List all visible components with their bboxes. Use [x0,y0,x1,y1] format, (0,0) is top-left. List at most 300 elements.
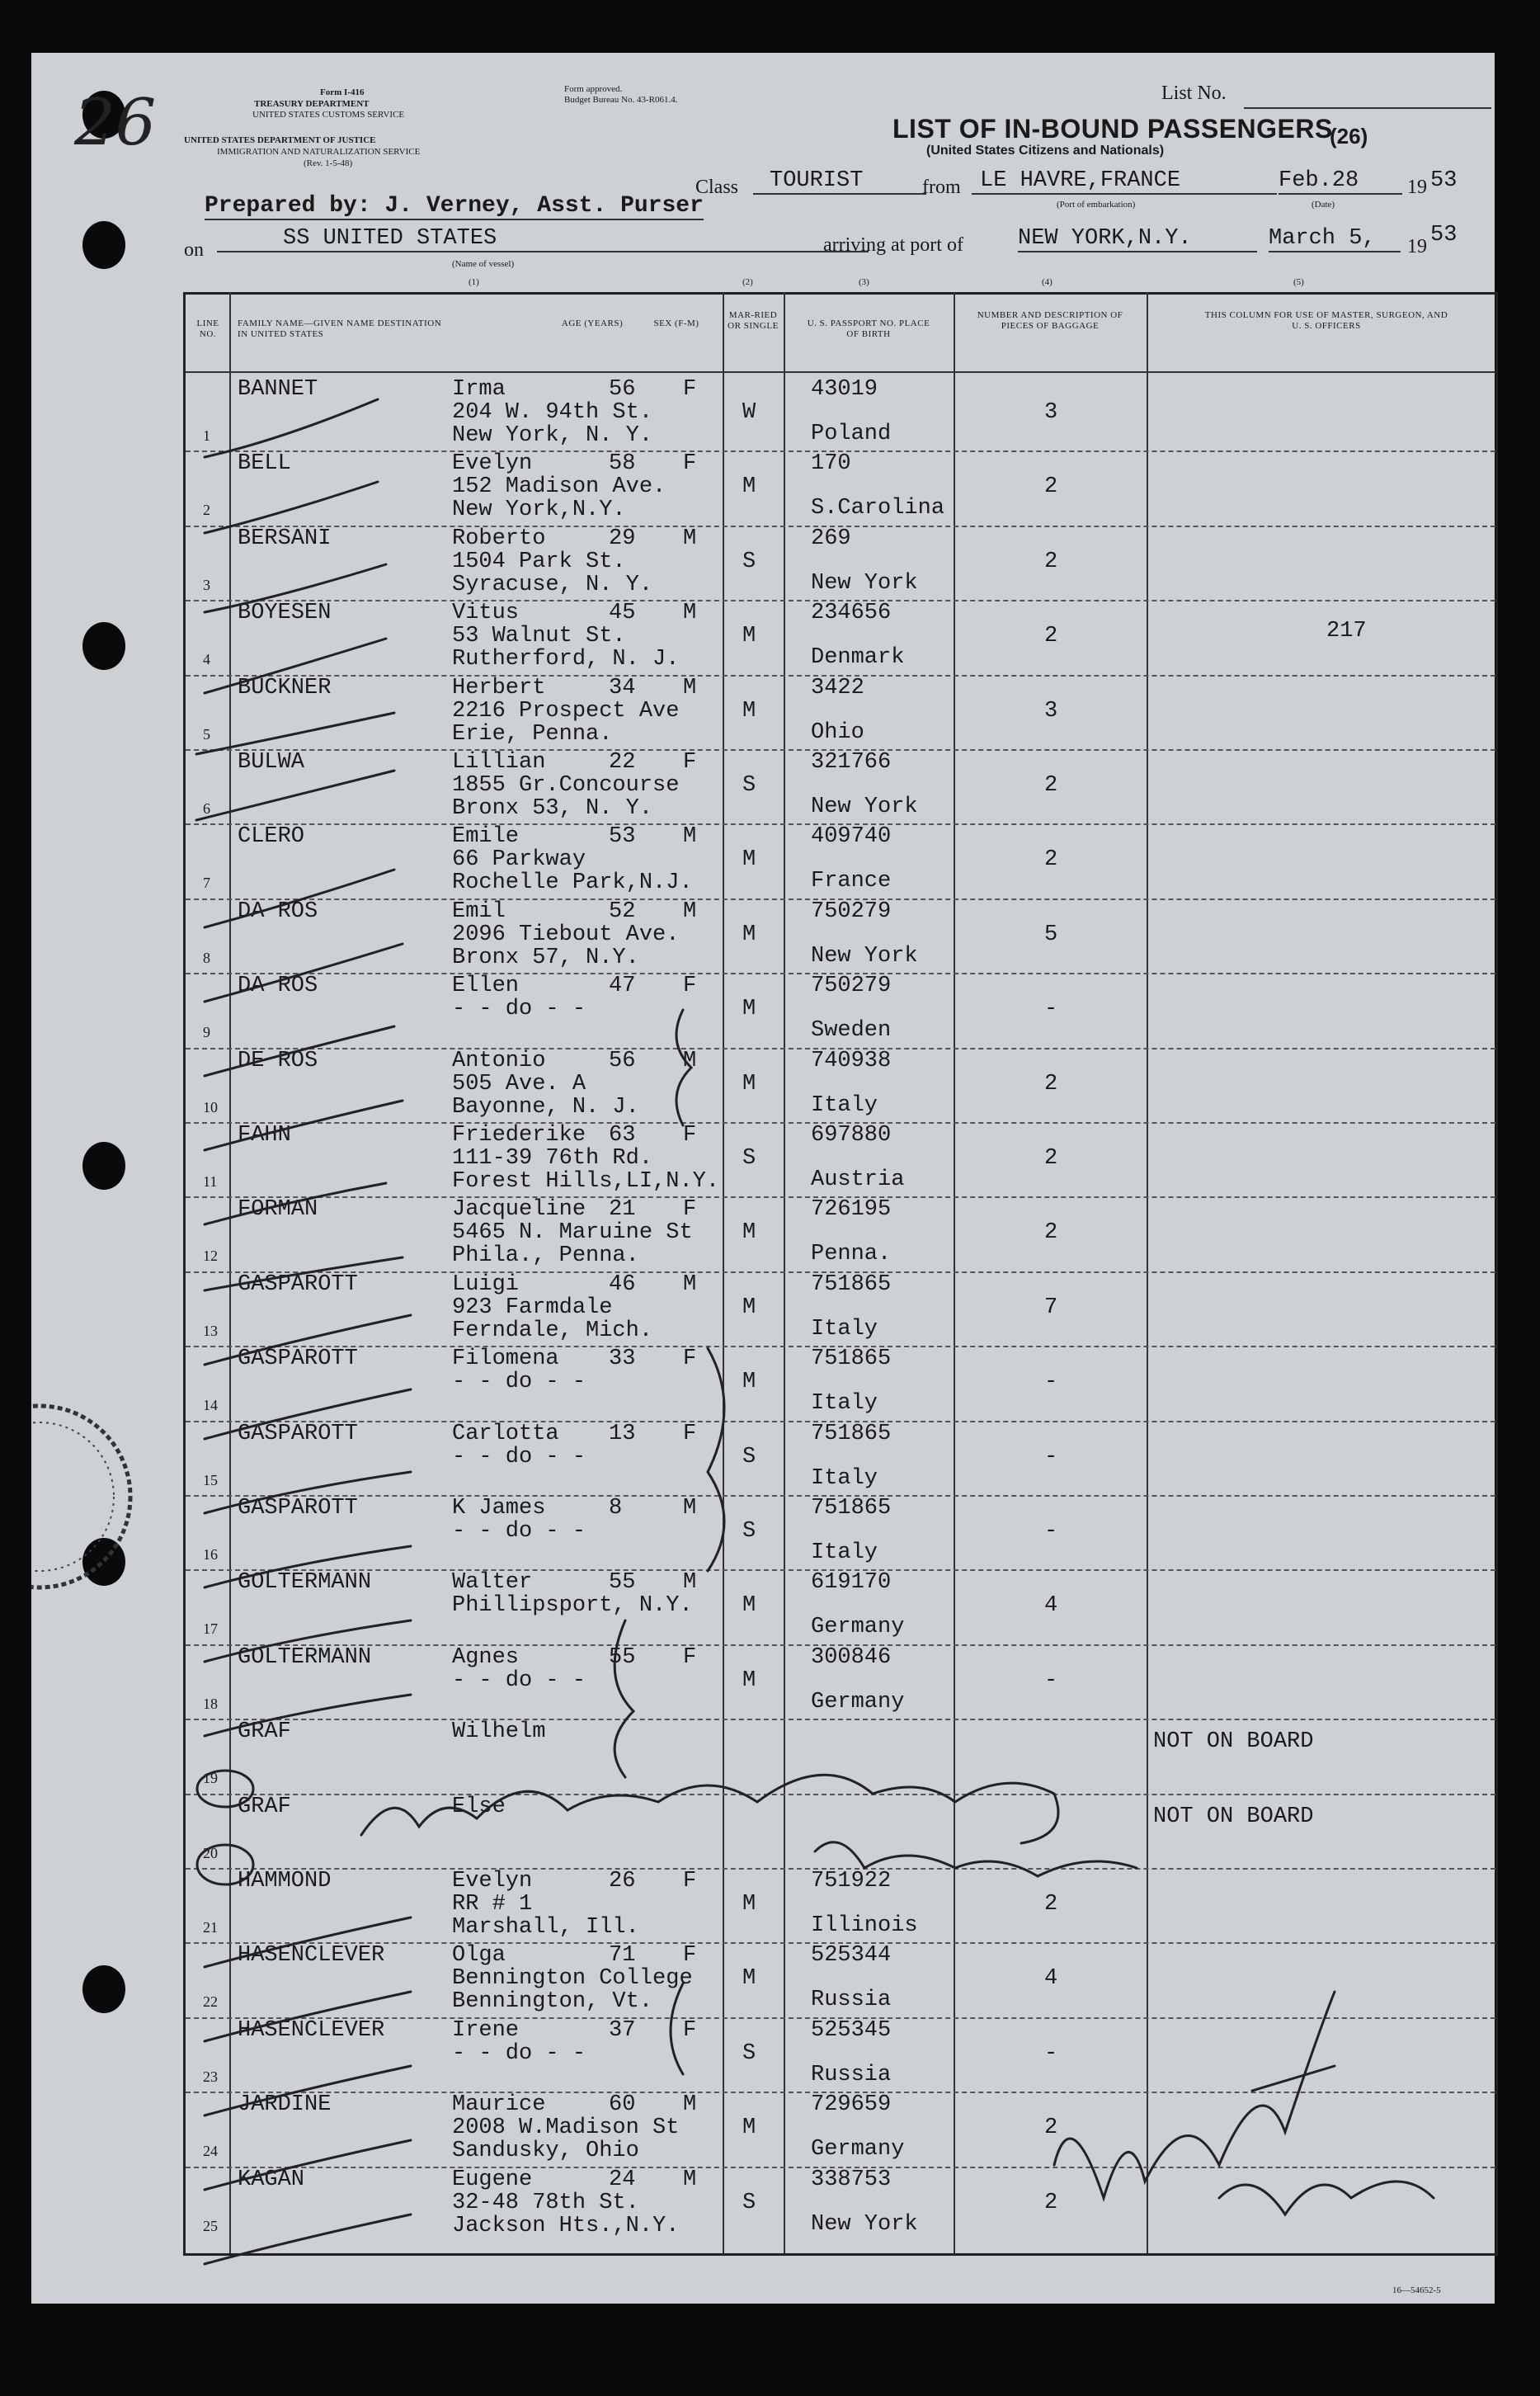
address-line-1: 505 Ave. A [452,1071,586,1097]
punch-hole [82,1965,125,2013]
passport-number: 269 [811,526,851,551]
embark-port-caption: (Port of embarkation) [1057,200,1136,210]
passport-number: 321766 [811,750,892,775]
place-of-birth: Russia [811,2062,892,2087]
passport-number: 525344 [811,1943,892,1969]
given-name: Ellen [452,974,520,999]
baggage-count: - [1044,1667,1058,1693]
col-header-married: MAR-RIED OR SINGLE [728,310,779,331]
year-value: 53 [1430,168,1458,193]
passport-number: 234656 [811,601,892,626]
family-name: GASPAROTT [238,1347,358,1372]
given-name: Luigi [452,1271,520,1297]
given-name: Evelyn [452,1869,533,1894]
address-line-1: - - do - - [452,1667,586,1693]
marital-status: M [742,1892,756,1917]
marital-status: M [742,1667,756,1693]
row-divider [186,450,1495,452]
marital-status: M [742,922,756,947]
address-line-1: - - do - - [452,1444,586,1469]
address-line-1: 53 Walnut St. [452,624,626,649]
dept-immigration: IMMIGRATION AND NATURALIZATION SERVICE [217,147,421,157]
marital-status: S [742,2040,756,2066]
address-line-1: Phillipsport, N.Y. [452,1593,693,1619]
place-of-birth: Sweden [811,1018,892,1044]
family-name: BULWA [238,750,305,775]
baggage-count: 4 [1044,1966,1058,1992]
age: 55 [609,1644,636,1670]
address-line-2: Phila., Penna. [452,1243,639,1269]
family-name: DE ROS [238,1048,318,1073]
row-divider [186,600,1495,601]
marital-status: M [742,847,756,873]
baggage-count: - [1044,2040,1058,2066]
address-line-1: - - do - - [452,2040,586,2066]
address-line-2: Bronx 53, N. Y. [452,796,653,821]
address-line-1: 5465 N. Maruine St [452,1220,693,1246]
sex: F [683,451,697,477]
sex: F [683,1197,697,1223]
address-line-1: 204 W. 94th St. [452,400,653,425]
row-divider [186,973,1495,974]
age: 71 [609,1943,636,1969]
line-number: 8 [203,949,210,966]
baggage-count: - [1044,1370,1058,1395]
family-name: BERSANI [238,526,332,551]
family-name: GRAF [238,1719,291,1745]
baggage-count: 5 [1044,922,1058,947]
passport-number: 751865 [811,1421,892,1446]
family-name: BOYESEN [238,601,332,626]
marital-status: M [742,1295,756,1320]
customs-stamp [31,1373,139,1620]
address-line-2: Ferndale, Mich. [452,1318,653,1343]
address-line-2: Bennington, Vt. [452,1989,653,2015]
handwritten-page-number: 26 [74,86,157,160]
address-line-1: 152 Madison Ave. [452,474,666,500]
baggage-count: 2 [1044,1071,1058,1097]
colnum-5: (5) [1293,277,1304,287]
address-line-1: 2096 Tiebout Ave. [452,922,680,947]
baggage-count: 2 [1044,1892,1058,1917]
marital-status: S [742,773,756,798]
passport-number: 751865 [811,1347,892,1372]
vessel-caption: (Name of vessel) [452,259,515,269]
passport-number: 409740 [811,824,892,850]
age: 58 [609,451,636,477]
sex: M [683,675,697,700]
baggage-count: 3 [1044,698,1058,724]
row-divider [186,1271,1495,1273]
place-of-birth: Ohio [811,719,864,745]
family-name: FAHN [238,1123,291,1148]
baggage-count: 3 [1044,400,1058,425]
line-number: 9 [203,1024,210,1041]
line-number: 4 [203,651,210,668]
given-name: Roberto [452,526,546,551]
from-label: from [922,177,961,198]
row-divider [186,1569,1495,1571]
address-line-2: Rutherford, N. J. [452,647,680,672]
marital-status: M [742,1966,756,1992]
line-number: 23 [203,2068,218,2085]
passport-number: 619170 [811,1570,892,1596]
dept-treasury: TREASURY DEPARTMENT [254,99,370,109]
family-name: GOLTERMANN [238,1570,372,1596]
sex: F [683,1347,697,1372]
given-name: Friederike [452,1123,586,1148]
passport-number: 170 [811,451,851,477]
age: 46 [609,1271,636,1297]
row-divider [186,526,1495,527]
punch-hole [82,1142,125,1190]
line-number: 13 [203,1322,218,1339]
col-header-passport: U. S. PASSPORT NO. PLACE OF BIRTH [807,318,930,339]
sex: F [683,1869,697,1894]
line-number: 18 [203,1695,218,1712]
age: 13 [609,1421,636,1446]
colnum-1: (1) [469,277,479,287]
passport-number: 300846 [811,1644,892,1670]
sex: F [683,1123,697,1148]
address-line-2: Forest Hills,LI,N.Y. [452,1169,720,1194]
list-no-line [1244,107,1491,109]
place-of-birth: Penna. [811,1242,892,1267]
sex: F [683,974,697,999]
row-divider [186,823,1495,825]
age: 47 [609,974,636,999]
given-name: Olga [452,1943,506,1969]
punch-hole [82,1538,125,1586]
address-line-2: Syracuse, N. Y. [452,572,653,597]
given-name: Agnes [452,1644,520,1670]
colnum-3: (3) [859,277,869,287]
given-name: Irene [452,2017,520,2043]
baggage-count: 2 [1044,1220,1058,1246]
sex: F [683,750,697,775]
sex: M [683,1496,697,1521]
passport-number: 43019 [811,377,878,402]
place-of-birth: New York [811,570,918,596]
row-divider [186,749,1495,751]
col-header-baggage: NUMBER AND DESCRIPTION OF PIECES OF BAGGAGE [977,310,1123,331]
passport-number: 338753 [811,2167,892,2192]
passport-number: 726195 [811,1197,892,1223]
address-line-1: 111-39 76th Rd. [452,1146,653,1171]
line-number: 1 [203,427,210,444]
given-name: Filomena [452,1347,559,1372]
address-line-2: Marshall, Ill. [452,1915,639,1940]
line-number: 6 [203,800,210,817]
list-number: (26) [1330,124,1368,149]
passport-number: 3422 [811,675,864,700]
punch-hole [82,622,125,670]
place-of-birth: Italy [811,1092,878,1118]
marital-status: M [742,1220,756,1246]
passport-number: 751865 [811,1496,892,1521]
sex: M [683,601,697,626]
place-of-birth: Germany [811,1689,905,1714]
family-name: HASENCLEVER [238,1943,385,1969]
line-number: 5 [203,725,210,743]
age: 37 [609,2017,636,2043]
given-name: Walter [452,1570,533,1596]
sex: M [683,2092,697,2118]
line-number: 12 [203,1248,218,1265]
row-divider [186,1719,1495,1720]
address-line-2: Jackson Hts.,N.Y. [452,2213,680,2238]
baggage-count: - [1044,1444,1058,1469]
place-of-birth: Italy [811,1391,878,1417]
address-line-1: - - do - - [452,1519,586,1544]
row-divider [186,1048,1495,1049]
marital-status: S [742,1519,756,1544]
age: 60 [609,2092,636,2118]
sex: F [683,1421,697,1446]
age: 56 [609,1048,636,1073]
family-name: GASPAROTT [238,1271,358,1297]
sex: M [683,2167,697,2192]
passport-number: 750279 [811,974,892,999]
dept-customs: UNITED STATES CUSTOMS SERVICE [252,110,405,120]
line-number: 17 [203,1620,218,1638]
row-divider [186,2167,1495,2168]
family-name: BELL [238,451,291,477]
marital-status: M [742,624,756,649]
punch-hole [82,221,125,269]
given-name: Carlotta [452,1421,559,1446]
marital-status: M [742,698,756,724]
given-name: Emile [452,824,520,850]
address-line-2: New York,N.Y. [452,498,626,523]
line-number: 7 [203,875,210,892]
line-number: 21 [203,1919,218,1936]
given-name: Eugene [452,2167,533,2192]
row-divider [186,1794,1495,1795]
date-caption: (Date) [1312,200,1335,210]
vessel-name: SS UNITED STATES [217,226,869,252]
row-divider [186,1196,1495,1198]
marital-status: S [742,1444,756,1469]
embark-port: LE HAVRE,FRANCE [972,168,1277,195]
passport-number: 740938 [811,1048,892,1073]
form-print-code: 16—54652-5 [1392,2285,1441,2295]
line-number: 15 [203,1471,218,1488]
given-name: Maurice [452,2092,546,2118]
officer-note: NOT ON BOARD [1153,1729,1314,1755]
age: 63 [609,1123,636,1148]
line-number: 14 [203,1397,218,1414]
address-line-1: 1504 Park St. [452,549,626,574]
family-name: KAGAN [238,2167,305,2192]
family-name: GASPAROTT [238,1421,358,1446]
baggage-count: 2 [1044,2190,1058,2215]
baggage-count: - [1044,1519,1058,1544]
place-of-birth: New York [811,795,918,819]
place-of-birth: S.Carolina [811,496,945,521]
embark-date: Feb.28 [1279,168,1402,195]
given-name: Vitus [452,601,520,626]
marital-status: W [742,400,756,425]
list-subtitle: (United States Citizens and Nationals) [926,144,1165,158]
given-name: Irma [452,377,506,402]
row-divider [186,898,1495,900]
address-line-1: 923 Farmdale [452,1295,613,1320]
line-number: 16 [203,1546,218,1563]
baggage-count: 2 [1044,847,1058,873]
address-line-1: 2008 W.Madison St [452,2115,680,2141]
sex: M [683,1048,697,1073]
family-name: JARDINE [238,2092,332,2118]
row-divider [186,675,1495,677]
col-header-sex: SEX (F-M) [653,318,699,328]
row-divider [186,1868,1495,1870]
header-rule [186,371,1495,373]
baggage-count: 2 [1044,474,1058,500]
place-of-birth: New York [811,2211,918,2237]
marital-status: M [742,1593,756,1619]
sex: F [683,2017,697,2043]
marital-status: M [742,1071,756,1097]
address-line-1: 2216 Prospect Ave [452,698,680,724]
line-number: 19 [203,1770,218,1787]
baggage-count: 2 [1044,773,1058,798]
row-divider [186,1942,1495,1944]
place-of-birth: Poland [811,422,892,446]
age: 53 [609,824,636,850]
passport-number: 751865 [811,1271,892,1297]
place-of-birth: Italy [811,1316,878,1342]
address-line-1: - - do - - [452,1370,586,1395]
arrival-date: March 5, [1269,226,1401,252]
age: 22 [609,750,636,775]
sex: M [683,898,697,924]
age: 56 [609,377,636,402]
family-name: GASPAROTT [238,1496,358,1521]
line-number: 22 [203,1993,218,2011]
manifest-sheet [31,53,1495,2304]
line-number: 24 [203,2143,218,2160]
age: 34 [609,675,636,700]
age: 26 [609,1869,636,1894]
officer-note: 217 [1326,619,1367,644]
marital-status: S [742,1146,756,1171]
place-of-birth: France [811,869,892,894]
age: 8 [609,1496,623,1521]
form-number: Form I-416 [320,87,365,97]
given-name: Lillian [452,750,546,775]
row-divider [186,1122,1495,1124]
baggage-count: 4 [1044,1593,1058,1619]
given-name: Wilhelm [452,1719,546,1745]
sex: M [683,1271,697,1297]
place-of-birth: New York [811,943,918,969]
line-number: 2 [203,502,210,519]
family-name: GRAF [238,1794,291,1819]
sex: M [683,824,697,850]
marital-status: S [742,2190,756,2215]
place-of-birth: Illinois [811,1913,918,1938]
sex: F [683,1644,697,1670]
baggage-count: 2 [1044,2115,1058,2141]
list-no-label: List No. [1161,83,1227,104]
row-divider [186,1346,1495,1347]
sex: M [683,526,697,551]
col-header-name: FAMILY NAME—GIVEN NAME DESTINATION IN UNITED STATES [238,318,442,339]
place-of-birth: Germany [811,2137,905,2163]
place-of-birth: Italy [811,1465,878,1491]
address-line-1: - - do - - [452,997,586,1022]
place-of-birth: Denmark [811,645,905,671]
address-line-1: RR # 1 [452,1892,533,1917]
list-title: LIST OF IN-BOUND PASSENGERS [892,114,1333,144]
given-name: Herbert [452,675,546,700]
address-line-2: Bronx 57, N.Y. [452,945,639,970]
col-header-age: AGE (YEARS) [561,318,624,328]
baggage-count: 2 [1044,549,1058,574]
row-divider [186,2092,1495,2093]
family-name: CLERO [238,824,305,850]
row-divider [186,1644,1495,1646]
baggage-count: - [1044,997,1058,1022]
baggage-count: 2 [1044,1146,1058,1171]
family-name: BUCKNER [238,675,332,700]
marital-status: S [742,549,756,574]
passport-number: 751922 [811,1869,892,1894]
passport-number: 750279 [811,898,892,924]
address-line-1: 32-48 78th St. [452,2190,639,2215]
age: 52 [609,898,636,924]
sex: F [683,377,697,402]
family-name: HAMMOND [238,1869,332,1894]
dept-justice: UNITED STATES DEPARTMENT OF JUSTICE [184,135,376,145]
arriving-label: arriving at port of [823,234,963,256]
family-name: HASENCLEVER [238,2017,385,2043]
family-name: DA ROS [238,898,318,924]
given-name: K James [452,1496,546,1521]
officer-note: NOT ON BOARD [1153,1804,1314,1829]
address-line-2: New York, N. Y. [452,423,653,448]
place-of-birth: Italy [811,1540,878,1565]
address-line-2: Bayonne, N. J. [452,1094,639,1120]
age: 21 [609,1197,636,1223]
col-header-line: LINE NO. [196,318,219,339]
address-line-1: 66 Parkway [452,847,586,873]
passport-number: 697880 [811,1123,892,1148]
family-name: DA ROS [238,974,318,999]
arrival-port: NEW YORK,N.Y. [1018,226,1257,252]
class-value: TOURIST [753,168,926,195]
form-revision: (Rev. 1-5-48) [304,158,353,168]
age: 45 [609,601,636,626]
col-header-officers: THIS COLUMN FOR USE OF MASTER, SURGEON, AND U. S. OFFICERS [1204,310,1448,331]
place-of-birth: Russia [811,1988,892,2013]
row-divider [186,2017,1495,2019]
address-line-2: Erie, Penna. [452,721,613,747]
given-name: Emil [452,898,506,924]
age: 24 [609,2167,636,2192]
age: 55 [609,1570,636,1596]
address-line-2: Rochelle Park,N.J. [452,870,693,896]
passport-number: 525345 [811,2017,892,2043]
class-label: Class [695,177,739,198]
baggage-count: 2 [1044,624,1058,649]
on-label: on [184,239,204,261]
baggage-count: 7 [1044,1295,1058,1320]
row-divider [186,1495,1495,1497]
marital-status: M [742,2115,756,2141]
colnum-2: (2) [742,277,753,287]
